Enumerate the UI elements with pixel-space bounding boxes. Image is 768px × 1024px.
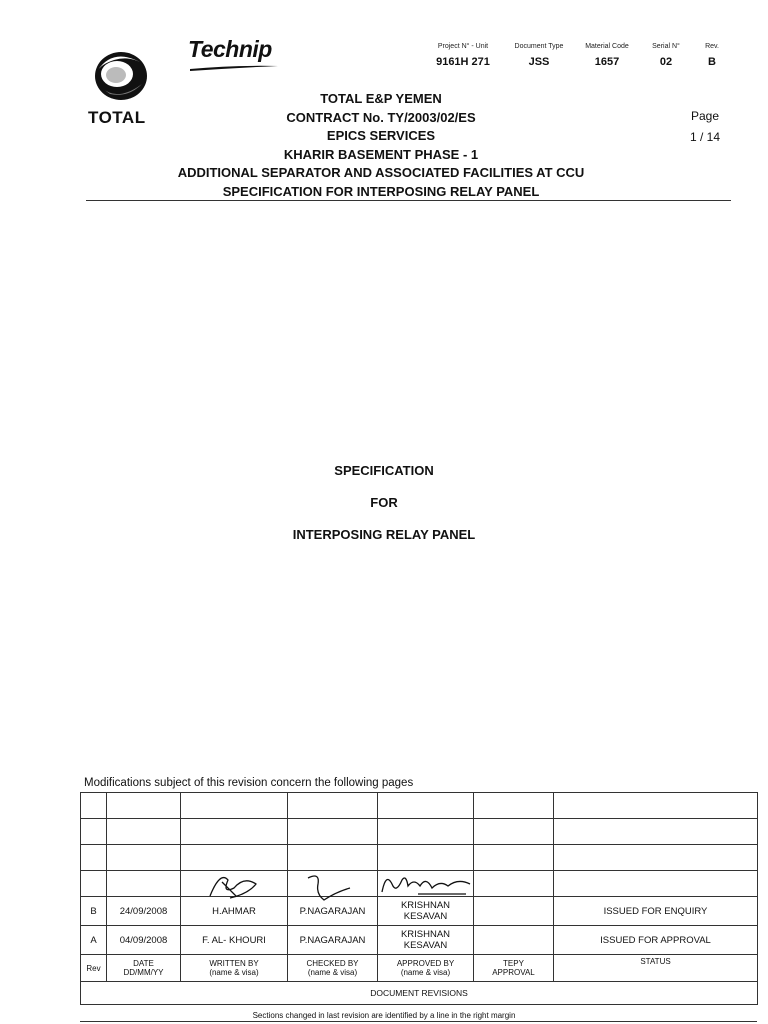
signature-written-by-icon <box>200 866 270 906</box>
checked-by-cell: P.NAGARAJAN <box>288 897 378 926</box>
main-title-line-3: INTERPOSING RELAY PANEL <box>292 527 476 542</box>
tepy-approval-cell <box>474 897 554 926</box>
date-cell: 04/09/2008 <box>107 926 181 955</box>
main-title-line-2: FOR <box>370 495 398 510</box>
rev-header: Rev <box>81 955 107 982</box>
date-header: DATE DD/MM/YY <box>107 955 181 982</box>
technip-logo-text: Technip <box>188 36 272 62</box>
revision-row-a <box>81 926 758 955</box>
total-logo-text: TOTAL <box>88 108 146 127</box>
status-cell: ISSUED FOR APPROVAL <box>554 926 758 955</box>
tepy-approval-header: TEPY APPROVAL <box>474 955 554 982</box>
rev-cell: B <box>81 897 107 926</box>
rev-cell: A <box>81 926 107 955</box>
document-revisions-label: DOCUMENT REVISIONS <box>81 982 758 1005</box>
approved-by-cell: KRISHNAN KESAVAN <box>378 897 474 926</box>
modifications-note: Modifications subject of this revision concern the following pages <box>84 777 414 789</box>
document-subject: SPECIFICATION FOR INTERPOSING RELAY PANEL <box>222 183 540 199</box>
page-number: 1 / 14 <box>689 130 721 144</box>
project-unit-header: Project N° - Unit <box>437 43 489 50</box>
document-type-value: JSS <box>528 56 550 68</box>
project-unit-value: 9161H 271 <box>436 56 490 68</box>
material-code-header: Material Code <box>585 43 629 50</box>
footer-divider <box>80 1021 757 1022</box>
facility-description: ADDITIONAL SEPARATOR AND ASSOCIATED FACILITIES AT CCU <box>177 165 585 180</box>
date-cell: 24/09/2008 <box>107 897 181 926</box>
approved-by-cell: KRISHNAN KESAVAN <box>378 926 474 955</box>
signature-approved-by-icon <box>378 866 473 902</box>
revision-value: B <box>708 56 716 68</box>
client-title: TOTAL E&P YEMEN <box>320 91 442 106</box>
checked-by-cell: P.NAGARAJAN <box>288 926 378 955</box>
approved-by-header: APPROVED BY (name & visa) <box>378 955 474 982</box>
checked-by-header: CHECKED BY (name & visa) <box>288 955 378 982</box>
serial-number-value: 02 <box>659 56 673 68</box>
technip-swoosh-icon <box>188 63 280 73</box>
page-label: Page <box>690 109 720 123</box>
footer-note: Sections changed in last revision are identified by a line in the right margin <box>252 1011 516 1020</box>
written-by-cell: F. AL- KHOURI <box>181 926 288 955</box>
revision-header: Rev. <box>705 43 719 50</box>
services-title: EPICS SERVICES <box>326 128 436 143</box>
table-row <box>81 793 758 819</box>
material-code-value: 1657 <box>594 56 620 68</box>
main-title-line-1: SPECIFICATION <box>334 463 434 478</box>
technip-logo <box>188 36 288 76</box>
status-cell: ISSUED FOR ENQUIRY <box>554 897 758 926</box>
project-phase: KHARIR BASEMENT PHASE - 1 <box>283 146 479 162</box>
table-row <box>81 819 758 845</box>
status-header: STATUS <box>554 955 758 982</box>
document-type-header: Document Type <box>514 43 564 50</box>
signature-checked-by-icon <box>300 870 370 910</box>
contract-number: CONTRACT No. TY/2003/02/ES <box>286 109 476 125</box>
header-divider <box>86 200 731 201</box>
written-by-header: WRITTEN BY (name & visa) <box>181 955 288 982</box>
written-by-cell: H.AHMAR <box>181 897 288 926</box>
tepy-approval-cell <box>474 926 554 955</box>
revision-footer-row <box>81 982 758 1005</box>
revision-header-row <box>81 955 758 982</box>
serial-number-header: Serial N° <box>652 43 680 50</box>
